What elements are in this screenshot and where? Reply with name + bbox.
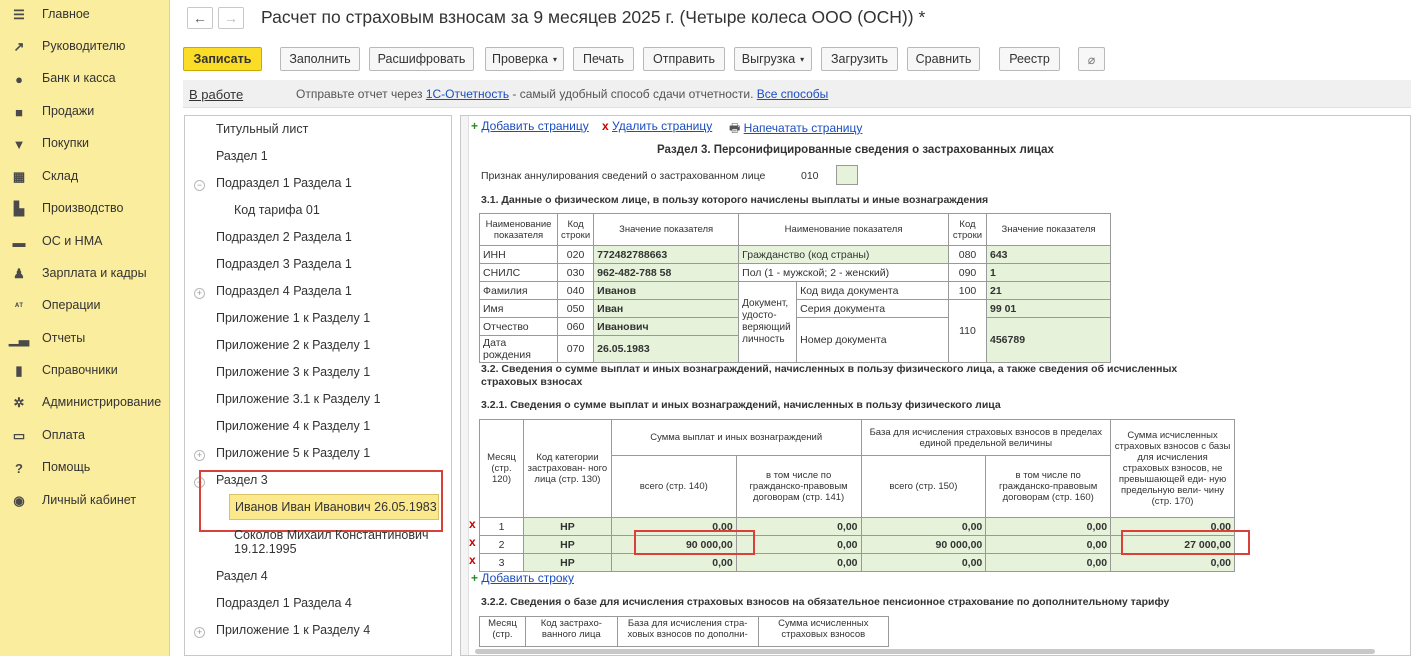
help-icon: ? [15,460,23,476]
truck-icon: ▬ [12,234,26,250]
tree-item[interactable]: Приложение 2 к Разделу 1 [216,338,371,352]
printer-icon: 🖶 [729,121,744,135]
col-header: Код строки [949,214,987,246]
sidebar-item-bank[interactable]: ● Банк и касса [0,64,170,92]
col-header: в том числе по гражданско-правовым договорам (стр. 141) [736,456,861,518]
highlight-box [1121,530,1250,555]
s321-title: 3.2.1. Сведения о сумме выплат и иных вознаграждений, начисленных в пользу физического лица [481,399,1001,411]
col-header: Код строки [558,214,594,246]
back-button[interactable] [187,7,213,29]
bag-icon: ■ [15,104,23,120]
expand-icon[interactable]: + [194,288,205,299]
expand-icon[interactable]: + [194,450,205,461]
bar-chart-icon: ▁▃ [9,331,29,346]
tree-item[interactable]: Приложение 1 к Разделу 1 [216,311,371,325]
plus-icon: + [471,119,482,133]
col-header: Месяц (стр. 120) [480,420,524,518]
page-title: Расчет по страховым взносам за 9 месяцев 2025 г. (Четыре колеса ООО (ОСН)) * [261,7,926,27]
chevron-down-icon: ▾ [552,54,557,64]
factory-icon: ▙ [14,201,24,216]
col-header: всего (стр. 150) [861,456,986,518]
sidebar-item-admin[interactable]: ✲ Администрирование [0,388,170,416]
additional-tariff-table [479,616,889,647]
col-header: Значение показателя [987,214,1111,246]
sidebar-item-purchases[interactable]: ▼ Покупки [12,136,90,152]
delete-row-icon[interactable]: x [469,535,476,549]
delete-row-icon[interactable]: x [469,517,476,531]
operations-icon: ᴬᵀ [14,301,24,311]
delete-icon: x [602,119,613,133]
forward-button[interactable] [218,7,244,29]
citizenship-field[interactable]: 643 [987,246,1111,264]
print-page-link[interactable]: 🖶 Напечатать страницу [729,121,863,135]
check-dropdown-button[interactable]: Проверка ▾ [485,47,564,71]
print-button[interactable]: Печать [573,47,634,71]
sidebar-item-catalogs[interactable]: ▮ Справочники [0,356,170,384]
sidebar-item-warehouse[interactable]: ▦ Склад [12,169,79,184]
book-icon: ▮ [15,363,23,378]
col-header: Код категории застрахован- ного лица (стр. 130) [523,420,611,518]
tree-item[interactable]: Код тарифа 01 [234,203,320,217]
horizontal-scrollbar[interactable] [475,649,1375,654]
tree-item[interactable]: Титульный лист [216,122,309,136]
col-header: Наименование показателя [480,214,558,246]
tree-item[interactable]: Приложение 3 к Разделу 1 [216,365,371,379]
card-icon: ▭ [12,428,26,443]
highlight-box [634,530,755,555]
load-button[interactable]: Загрузить [821,47,898,71]
sidebar-item-reports[interactable]: ▁▃ Отчеты [9,331,86,346]
collapse-icon[interactable]: − [194,180,205,191]
annul-code: 010 [801,170,819,182]
plus-icon: + [471,571,482,585]
tree-item[interactable]: Подраздел 1 Раздела 4 [216,596,352,610]
main-area [171,0,1411,656]
chart-trend-icon: ↗ [13,39,25,54]
grid-icon: ▦ [12,169,26,184]
col-header: Наименование показателя [739,214,949,246]
doc-group-label: Документ, удосто- веряющий личность [739,282,797,363]
sidebar-item-help[interactable]: ? Помощь [0,453,170,481]
gender-field[interactable]: 1 [987,264,1111,282]
delete-row-icon[interactable]: x [469,553,476,567]
coin-icon: ● [15,71,23,87]
tree-item[interactable]: Подраздел 1 Раздела 1 [216,176,352,190]
account-icon: ◉ [13,493,25,508]
doc-kind-field[interactable]: 21 [987,282,1111,300]
col-header: Код застрахо- ванного лица [525,617,617,647]
scrollbar[interactable] [461,116,469,656]
sidebar-item-production[interactable]: ▙ Производство [0,194,170,222]
paperclip-icon: ⌀ [1087,52,1096,67]
tree-item[interactable]: Подраздел 4 Раздела 1 [216,284,352,298]
sidebar [0,0,170,656]
table-row: 2 НР 90 000,00 0,00 90 000,00 0,00 27 000,00 [480,536,1235,554]
delete-page-link[interactable]: x Удалить страницу [602,119,713,133]
tree-item[interactable]: Приложение 3.1 к Разделу 1 [216,392,381,406]
sidebar-item-payment[interactable]: ▭ Оплата [12,428,85,443]
gear-icon: ✲ [13,395,25,410]
tree-item-section3[interactable]: Раздел 3 [216,473,268,487]
s31-title: 3.1. Данные о физическом лице, в пользу которого начислены выплаты и иные вознаграждения [481,194,989,206]
tree-item[interactable]: Приложение 5 к Разделу 1 [216,446,371,460]
birthdate-field[interactable]: 26.05.1983 [594,336,739,363]
table-row: 1 НР 0,00 0,00 0,00 0,00 0,00 [480,518,1235,536]
sidebar-item-operations[interactable]: ᴬᵀ Операции [0,291,170,319]
menu-icon: ☰ [13,7,25,22]
report-sections-tree [184,115,452,656]
sidebar-item-manager[interactable]: ↗ Руководителю [0,32,170,60]
col-header: Значение показателя [594,214,739,246]
arrow-left-icon: ← [193,10,207,26]
payment-feb-field[interactable]: 90 000,00 [611,536,736,554]
tree-item[interactable]: Соколов Михаил Константинович [234,528,429,542]
fill-button[interactable]: Заполнить [280,47,360,71]
decode-button[interactable]: Расшифровать [369,47,474,71]
tree-item[interactable]: Раздел 1 [216,149,268,163]
sidebar-item-assets[interactable]: ▬ ОС и НМА [12,234,103,250]
annul-label: Признак аннулирования сведений о застрахованном лице [481,170,766,182]
save-button[interactable]: Записать [183,47,262,71]
col-header: Месяц (стр. [480,617,526,647]
add-row-link[interactable]: + Добавить строку [471,571,574,585]
tree-item[interactable]: Подраздел 2 Раздела 1 [216,230,352,244]
col-header: Сумма исчисленных страховых взносов с базы для исчисления страховых взносов, не превышающей еди- ную предельную вели- чину (стр. 170) [1111,420,1235,518]
annul-checkbox[interactable] [836,165,858,185]
attach-button[interactable] [1078,47,1105,71]
surname-field[interactable]: Иванов [594,282,739,300]
compare-button[interactable]: Сравнить [907,47,980,71]
all-methods-link[interactable]: Все способы [756,87,829,101]
export-dropdown-button[interactable]: Выгрузка ▾ [734,47,812,71]
section-title: Раздел 3. Персонифицированные сведения о застрахованных лицах [657,144,1054,156]
info-bar [183,80,1411,108]
tree-item[interactable]: Приложение 1 к Разделу 4 [216,623,371,637]
expand-icon[interactable]: + [194,627,205,638]
1c-reporting-link[interactable]: 1С-Отчетность [425,87,510,101]
sidebar-item-sales[interactable]: ■ Продажи [0,97,170,125]
contribution-feb-field[interactable]: 27 000,00 [1111,536,1235,554]
sidebar-item-main[interactable]: ☰ Главное [0,0,170,28]
tree-item[interactable]: Подраздел 3 Раздела 1 [216,257,352,271]
chevron-down-icon: ▾ [800,54,805,64]
col-header: База для исчисления страховых взносов в пределах единой предельной величины [861,420,1111,456]
tree-item[interactable]: Приложение 4 к Разделу 1 [216,419,371,433]
patronymic-field[interactable]: Иванович [594,318,739,336]
personal-data-table: Наименование показателя Код строки Значение показателя Наименование показателя Код строки Значение показателя ИНН 020 772482788663 Гражданство (код страны) 080 643 СНИЛС 030 962-482-788 58 Пол (1 - мужской; 2 - женский) 090 1 Фамилия 040 Иванов Документ, удосто- веряющий личность Код вида документа 100 21 Имя 050 Иван Серия документа 110 99 01 Отчество 060 Иванович Номер документа 456789 Дата рождения 070 26.05.1983 [479,213,1111,363]
col-header: в том числе по гражданско-правовым договорам (стр. 160) [986,456,1111,518]
report-form [460,115,1411,656]
tree-item-selected[interactable]: Иванов Иван Иванович 26.05.1983 [229,494,439,520]
add-page-link[interactable]: + Добавить страницу [471,119,589,133]
sidebar-item-salary[interactable]: ♟ Зарплата и кадры [0,259,170,287]
person-icon: ♟ [13,266,25,281]
registry-button[interactable]: Реестр [999,47,1060,71]
col-header: Сумма исчисленных страховых взносов [758,617,888,647]
sidebar-item-account[interactable]: ◉ Личный кабинет [0,486,170,514]
cart-icon: ▼ [12,136,26,152]
col-header: База для исчисления стра- ховых взносов по дополни- [617,617,758,647]
info-text: Отправьте отчет через 1С-Отчетность - самый удобный способ сдачи отчетности. Все способы [296,87,829,101]
doc-number-field[interactable]: 456789 [987,318,1111,363]
tree-item[interactable]: Раздел 4 [216,569,268,583]
doc-series-field[interactable]: 99 01 [987,300,1111,318]
send-button[interactable]: Отправить [643,47,725,71]
col-header: Сумма выплат и иных вознаграждений [611,420,861,456]
col-header: всего (стр. 140) [611,456,736,518]
tree-item[interactable]: 19.12.1995 [234,542,297,556]
arrow-right-icon: → [224,10,238,26]
s322-title: 3.2.2. Сведения о базе для исчисления страховых взносов на обязательное пенсионное страхование по дополнительному тарифу [481,596,1170,608]
status-link[interactable]: В работе [189,87,244,102]
s32-title: 3.2. Сведения о сумме выплат и иных вознаграждений, начисленных в пользу физического лица, а также сведения об исчисленных страховых взносах [481,363,1178,388]
name-field[interactable]: Иван [594,300,739,318]
inn-field[interactable]: 772482788663 [594,246,739,264]
snils-field[interactable]: 962-482-788 58 [594,264,739,282]
highlight-box [199,470,443,532]
table-row: 3 НР 0,00 0,00 0,00 0,00 0,00 [480,554,1235,572]
collapse-icon[interactable]: − [194,477,205,488]
